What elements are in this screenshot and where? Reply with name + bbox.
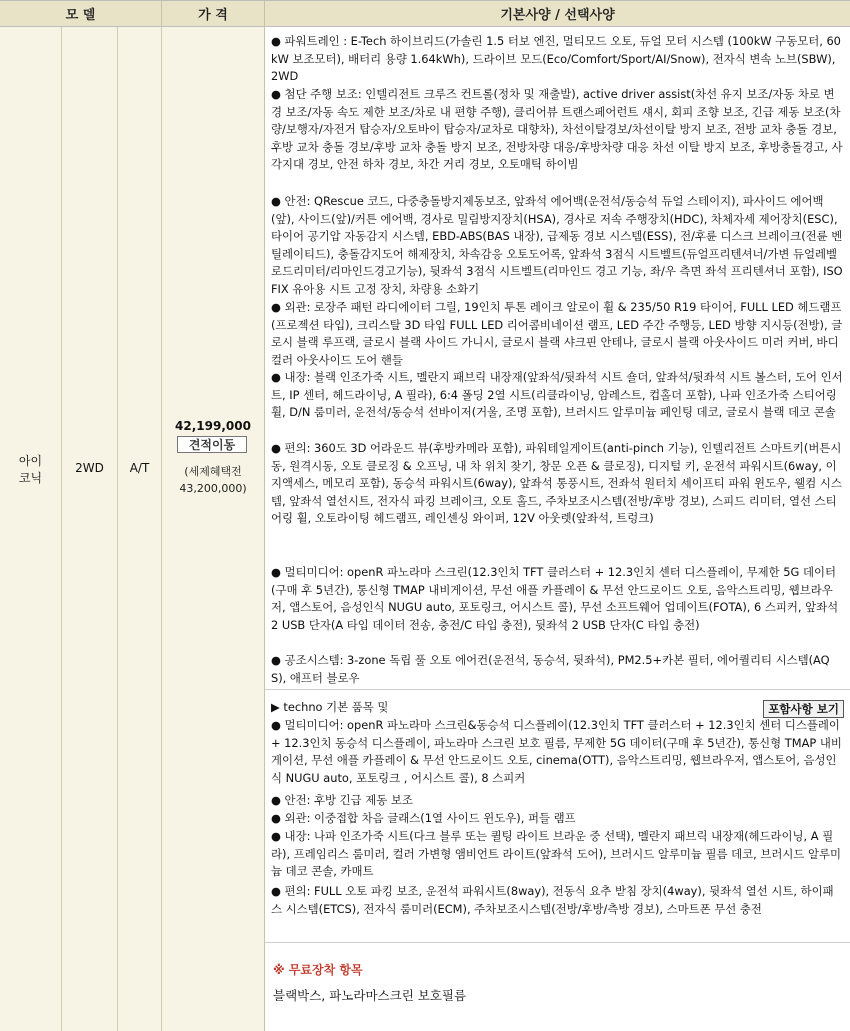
- spec-exterior: ● 외관: 로장주 패턴 라디에이터 그릴, 19인치 투톤 레이크 알로이 휠 & 235/50 R19 타이어, FULL LED 헤드램프(프로젝션 타입), 크리스탈 3D 타입 FULL LED 리어콤비네이션 램프, LED 주간 주행등, LED 방향 지시등(전방), 글로시 블랙 루프랙, 글로시 블랙 사이드 가니시, 글로시 블랙 샤크핀 안테나, 글로시 블랙 아웃사이드 미러 커버, 바디컬러 아웃사이드 도어 핸들: [271, 300, 843, 367]
- price-note: (세제혜택전 43,200,000): [179, 465, 247, 495]
- option-interior: ● 내장: 나파 인조가죽 시트(다크 블루 또는 퀼팅 라이트 브라운 중 선택), 멜란지 패브릭 내장재(헤드라이닝, A 필라), 프레임리스 룸미러, 컬러 가변형 앰비언트 라이트(앞좌석 도어), 브러시드 알루미늄 필름 데코, 브러시드 알루미늄 데코 콘솔, 카매트: [271, 829, 842, 879]
- transmission-type: A/T: [129, 461, 150, 475]
- quote-button[interactable]: 견적이동: [177, 436, 247, 453]
- spec-climate: ● 공조시스템: 3-zone 독립 풀 오토 에어컨(운전석, 동승석, 뒷좌석), PM2.5+카본 필터, 에어퀄리티 시스템(AQS), 애프터 블로우: [271, 653, 830, 685]
- option-title: ▶ techno 기본 품목 및: [271, 700, 389, 714]
- header-model: 모 델: [0, 1, 162, 27]
- spec-adas: ● 첨단 주행 보조: 인텔리전트 크루즈 컨트롤(정차 및 재출발), active driver assist(차선 유지 보조/자동 차로 변경 보조/자동 속도 제한 보조/차로 내 편향 주행), 클리어뷰 트랜스페어런트 섀시, 회피 조향 보조, 긴급 제동 보조(차량/보행자/자전거 탑승자/오토바이 탑승자/교차로 대향차), 차선이탈경보/차선이탈 방지 보조, 전방 교차 충돌 경보, 후방 교차 충돌 경보/후방 교차 충돌 방지 보조, 전방차량 대응/후방차량 대응 차선 이탈 방지 보조, 후방충돌경고, 사각지대 경보, 안전 하차 경보, 차간 거리 경보, 오토매틱 하이빔: [271, 87, 843, 172]
- option-convenience: ● 편의: FULL 오토 파킹 보조, 운전석 파워시트(8way), 전동식 요추 받침 장치(4way), 뒷좌석 열선 시트, 하이패스 시스템(ETCS), 전자식 룸미러(ECM), 주차보조시스템(전방/후방/측방 경보), 스마트폰 무선 충전: [271, 884, 834, 916]
- spec-convenience: ● 편의: 360도 3D 어라운드 뷰(후방카메라 포함), 파워테일게이트(anti-pinch 기능), 인텔리전트 스마트키(버튼시동, 원격시동, 오토 클로징 & 오프닝, 내 차 위치 찾기, 창문 오픈 & 클로징), 디지털 키, 운전석 파워시트(6way, 이지액세스, 메모리 포함), 동승석 파워시트(6way), 앞좌석 통풍시트, 전좌석 원터치 세이프티 파워 윈도우, 웰컴 시스템, 앞좌석 열선시트, 전자식 파킹 브레이크, 오토 홀드, 주차보조시스템(전방/후방 경보), 스피드 리미터, 열선 스티어링 휠, 오토라이팅 헤드램프, 레인센싱 와이퍼, 12V 아웃렛(앞좌석, 트렁크): [271, 441, 842, 526]
- free-items-cell: [265, 943, 850, 1031]
- price-value: 42,199,000: [175, 419, 251, 433]
- drive-cell: [62, 27, 118, 1031]
- option-spec-cell: [265, 690, 850, 943]
- trim-cell: [0, 27, 62, 1031]
- header-price: 가 격: [162, 1, 265, 27]
- transmission-cell: [118, 27, 162, 1031]
- header-spec: 기본사양 / 선택사양: [265, 1, 850, 27]
- base-spec-cell: [265, 27, 850, 690]
- spec-powertrain: ● 파워트레인 : E-Tech 하이브리드(가솔린 1.5 터보 엔진, 멀티모드 오토, 듀얼 모터 시스템 (100kW 구동모터, 60kW 보조모터), 배터리 용량 1.64kWh), 드라이브 모드(Eco/Comfort/Sport/AI/Snow), 전자식 변속 노브(SBW), 2WD: [271, 34, 841, 84]
- spec-safety: ● 안전: QRescue 코드, 다중충돌방지제동보조, 앞좌석 에어백(운전석/동승석 듀얼 스테이지), 파사이드 에어백(앞), 사이드(앞)/커튼 에어백, 경사로 밀림방지장치(HSA), 경사로 저속 주행장치(HDC), 차체자세 제어장치(ESC), 타이어 공기압 자동감지 시스템, EBD-ABS(BAS 내장), 급제동 경보 시스템(ESS), 전/후륜 디스크 브레이크(전륜 벤틸레이티드), 충돌감지도어 해제장치, 차속감응 오토도어록, 앞좌석 3점식 시트벨트(듀얼프리텐셔너/가변 듀얼레벨 로드리미터/리마인드경고기능), 뒷좌석 3점식 시트벨트(리마인드 경고 기능, 좌/우 측면 좌석 프리텐셔너 포함), ISOFIX 유아용 시트 고정 장치, 차량용 소화기: [271, 194, 843, 296]
- drive-type: 2WD: [75, 461, 104, 475]
- include-details-button[interactable]: 포함사항 보기: [763, 700, 844, 718]
- option-exterior: ● 외관: 이중접합 차음 글래스(1열 사이드 윈도우), 퍼들 램프: [271, 811, 576, 825]
- spec-multimedia: ● 멀티미디어: openR 파노라마 스크린(12.3인치 TFT 클러스터 + 12.3인치 센터 디스플레이, 무제한 5G 데이터(구매 후 5년간), 통신형 TMAP 내비게이션, 무선 애플 카플레이 & 무선 안드로이드 오토, 음악스트리밍, 웹브라우저, 앱스토어, 음성인식 NUGU auto, 포토링크, 어시스트 콜), 무선 소프트웨어 업데이트(FOTA), 6 스피커, 앞좌석 2 USB 단자(A 타입 데이터 전송, 충전/C 타입 충전), 뒷좌석 2 USB 단자(C 타입 충전): [271, 565, 839, 632]
- free-items-title: ※ 무료장착 항목: [273, 963, 363, 977]
- trim-name: 아이코닉: [18, 454, 43, 485]
- price-cell: [162, 27, 265, 1031]
- spec-interior: ● 내장: 블랙 인조가죽 시트, 멜란지 패브릭 내장재(앞좌석/뒷좌석 시트 숄더, 앞좌석/뒷좌석 시트 볼스터, 도어 인서트, IP 센터, 헤드라이닝, A 필라), 6:4 폴딩 2열 시트(리클라이닝, 암레스트, 컵홀더 포함), 나파 인조가죽 스티어링 휠, D/N 룸미러, 운전석/동승석 선바이저(거울, 조명 포함), 브러시드 알루미늄 페인팅 데코, 글로시 블랙 데코 콘솔: [271, 370, 843, 420]
- free-items-list: 블랙박스, 파노라마스크린 보호필름: [273, 988, 467, 1003]
- option-multimedia: ● 멀티미디어: openR 파노라마 스크린&동승석 디스플레이(12.3인치 TFT 클러스터 + 12.3인치 센터 디스플레이 + 12.3인치 동승석 디스플레이, 파노라마 스크린 보호 필름, 무제한 5G 데이터(구매 후 5년간), 통신형 TMAP 내비게이션, 무선 애플 카플레이 & 무선 안드로이드 오토, cinema(OTT), 음악스트리밍, 웹브라우저, 앱스토어, 음성인식 NUGU auto, 포토링크 , 어시스트 콜), 8 스피커: [271, 718, 842, 785]
- option-safety: ● 안전: 후방 긴급 제동 보조: [271, 793, 413, 807]
